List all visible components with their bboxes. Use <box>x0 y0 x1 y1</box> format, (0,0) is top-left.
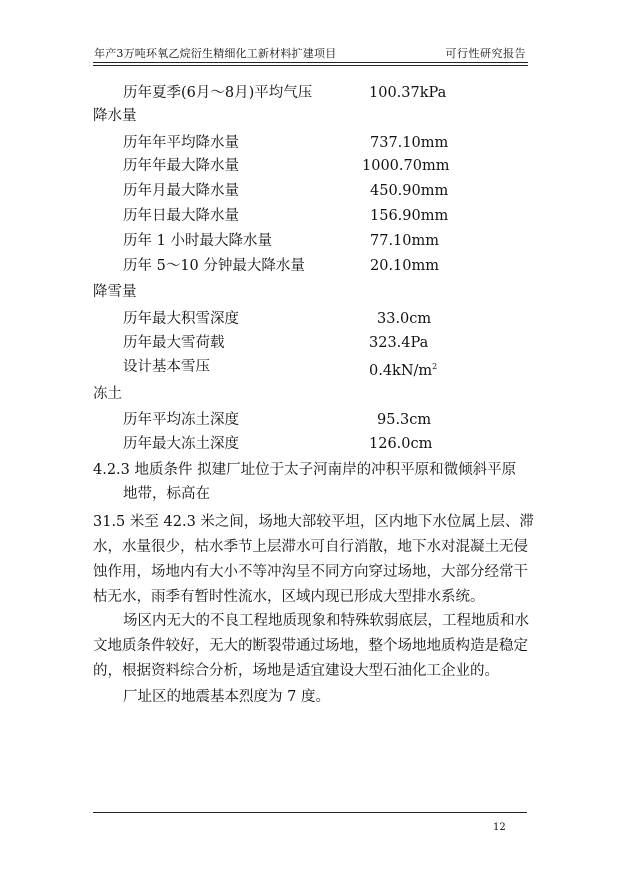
seismic-intensity-text: 厂址区的地震基本烈度为 7 度。 <box>123 689 330 705</box>
rainfall-heading: 降水量 <box>93 108 137 124</box>
geology-heading: 4.2.3 地质条件 拟建厂址位于太子河南岸的冲积平原和微倾斜平原 <box>93 462 517 478</box>
frozen-depth-avg-label: 历年平均冻土深度 <box>123 412 239 428</box>
summer-pressure-value: 100.37kPa <box>369 85 447 101</box>
design-snow-pressure-value <box>369 357 437 381</box>
paragraph-2-line-3: 的，根据资料综合分析，场地是适宜建设大型石油化工企业的。 <box>93 663 499 679</box>
snow-load-max-value: 323.4Pa <box>369 335 429 351</box>
design-snow-pressure-label: 设计基本雪压 <box>123 359 210 375</box>
snow-load-max-label: 历年最大雪荷载 <box>123 335 225 351</box>
header-rule-thick <box>93 62 528 63</box>
document-title: 年产3万吨环氧乙烷衍生精细化工新材料扩建项目 <box>94 47 337 60</box>
paragraph-1-line-4: 枯无水，雨季有暂时性流水，区域内现已形成大型排水系统。 <box>93 589 485 605</box>
frozen-soil-heading: 冻土 <box>93 386 122 402</box>
paragraph-1-line-1: 31.5 米至 42.3 米之间，场地大部较平坦，区内地下水位属上层、滞 <box>93 514 534 530</box>
rainfall-daily-max-label: 历年日最大降水量 <box>123 208 239 224</box>
rainfall-hourly-max-value: 77.10mm <box>370 233 440 249</box>
report-type: 可行性研究报告 <box>445 47 526 60</box>
design-snow-pressure-exponent: 2 <box>432 362 438 371</box>
paragraph-1-line-3: 蚀作用，场地内有大小不等冲沟呈不同方向穿过场地，大部分经常干 <box>93 564 528 580</box>
rainfall-monthly-max-value: 450.90mm <box>370 183 449 199</box>
rainfall-hourly-max-label: 历年 1 小时最大降水量 <box>123 233 272 249</box>
geology-paragraph-1 <box>93 512 533 612</box>
frozen-depth-max-value: 126.0cm <box>369 436 433 452</box>
rainfall-annual-avg-value: 737.10mm <box>370 135 449 151</box>
rainfall-10min-max-value: 20.10mm <box>370 258 440 274</box>
footer-rule <box>93 812 527 813</box>
snowfall-heading: 降雪量 <box>93 284 137 300</box>
rainfall-daily-max-value: 156.90mm <box>370 208 449 224</box>
rainfall-annual-max-value: 1000.70mm <box>362 158 450 174</box>
rainfall-10min-max-label: 历年 5～10 分钟最大降水量 <box>123 258 305 274</box>
summer-pressure-label: 历年夏季(6月～8月)平均气压 <box>123 85 313 101</box>
rainfall-annual-avg-label: 历年年平均降水量 <box>123 135 239 151</box>
frozen-depth-avg-value: 95.3cm <box>377 412 432 428</box>
page-number: 12 <box>493 822 506 833</box>
paragraph-1-line-2: 水，水量很少，枯水季节上层滞水可自行消散，地下水对混凝土无侵 <box>93 539 528 555</box>
geology-heading-continued: 地带，标高在 <box>123 486 210 502</box>
design-snow-pressure-number: 0.4kN/m <box>369 363 433 379</box>
geology-paragraph-2 <box>93 611 533 686</box>
rainfall-annual-max-label: 历年年最大降水量 <box>123 158 239 174</box>
frozen-depth-max-label: 历年最大冻土深度 <box>123 436 239 452</box>
snow-depth-max-value: 33.0cm <box>377 311 432 327</box>
rainfall-monthly-max-label: 历年月最大降水量 <box>123 183 239 199</box>
paragraph-2-line-1: 场区内无大的不良工程地质现象和特殊软弱底层，工程地质和水 <box>123 613 529 629</box>
snow-depth-max-label: 历年最大积雪深度 <box>123 311 239 327</box>
header-rule-thin <box>93 65 528 66</box>
paragraph-2-line-2: 文地质条件较好，无大的断裂带通过场地，整个场地地质构造是稳定 <box>93 638 528 654</box>
